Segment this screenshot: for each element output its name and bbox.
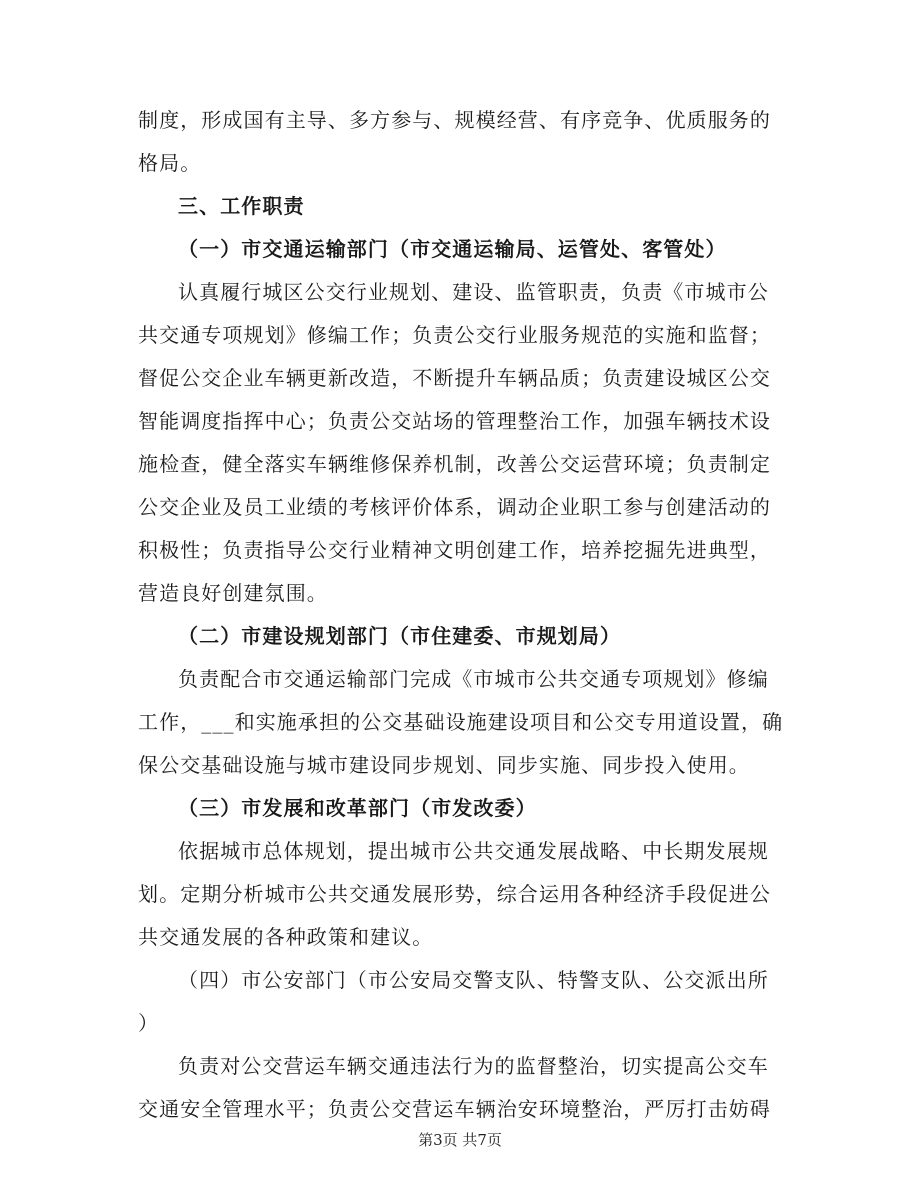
section-heading: 三、工作职责 (178, 194, 305, 218)
paragraph-line: 交通安全管理水平；负责公交营运车辆治安环境整治，严厉打击妨碍 (138, 1097, 771, 1121)
paragraph-line: 督促公交企业车辆更新改造，不断提升车辆品质；负责建设城区公交 (138, 366, 771, 390)
subsection-heading: （三）市发展和改革部门（市发改委） (178, 796, 537, 820)
paragraph-line: 共交通发展的各种政策和建议。 (138, 925, 434, 949)
paragraph-line: 负责配合市交通运输部门完成《市城市公共交通专项规划》修编 (178, 667, 769, 691)
paragraph-line: 智能调度指挥中心；负责公交站场的管理整治工作，加强车辆技术设 (138, 409, 771, 433)
paragraph-line: 划。定期分析城市公共交通发展形势，综合运用各种经济手段促进公 (138, 882, 771, 906)
page-number-footer: 第3页 共7页 (418, 1131, 502, 1149)
subsection-heading: （二）市建设规划部门（市住建委、市规划局） (178, 624, 622, 648)
paragraph-line: 认真履行城区公交行业规划、建设、监管职责，负责《市城市公 (178, 280, 769, 304)
paragraph-line: ） (138, 1011, 160, 1035)
paragraph-line: 积极性；负责指导公交行业精神文明创建工作，培养挖掘先进典型， (138, 538, 771, 562)
paragraph-line: 负责对公交营运车辆交通违法行为的监督整治，切实提高公交车 (178, 1054, 769, 1078)
paragraph-line: 工作，___和实施承担的公交基础设施建设项目和公交专用道设置，确 (138, 710, 784, 734)
paragraph-line: 共交通专项规划》修编工作；负责公交行业服务规范的实施和监督； (138, 323, 771, 347)
subsection-heading: （四）市公安部门（市公安局交警支队、特警支队、公交派出所 (178, 968, 769, 992)
paragraph-line: 格局。 (138, 151, 202, 175)
subsection-heading: （一）市交通运输部门（市交通运输局、运管处、客管处） (178, 237, 727, 261)
paragraph-line: 制度，形成国有主导、多方参与、规模经营、有序竞争、优质服务的 (138, 108, 771, 132)
paragraph-line: 营造良好创建氛围。 (138, 581, 328, 605)
paragraph-line: 施检查，健全落实车辆维修保养机制，改善公交运营环境；负责制定 (138, 452, 771, 476)
paragraph-line: 依据城市总体规划，提出城市公共交通发展战略、中长期发展规 (178, 839, 769, 863)
paragraph-line: 公交企业及员工业绩的考核评价体系，调动企业职工参与创建活动的 (138, 495, 771, 519)
paragraph-line: 保公交基础设施与城市建设同步规划、同步实施、同步投入使用。 (138, 753, 750, 777)
